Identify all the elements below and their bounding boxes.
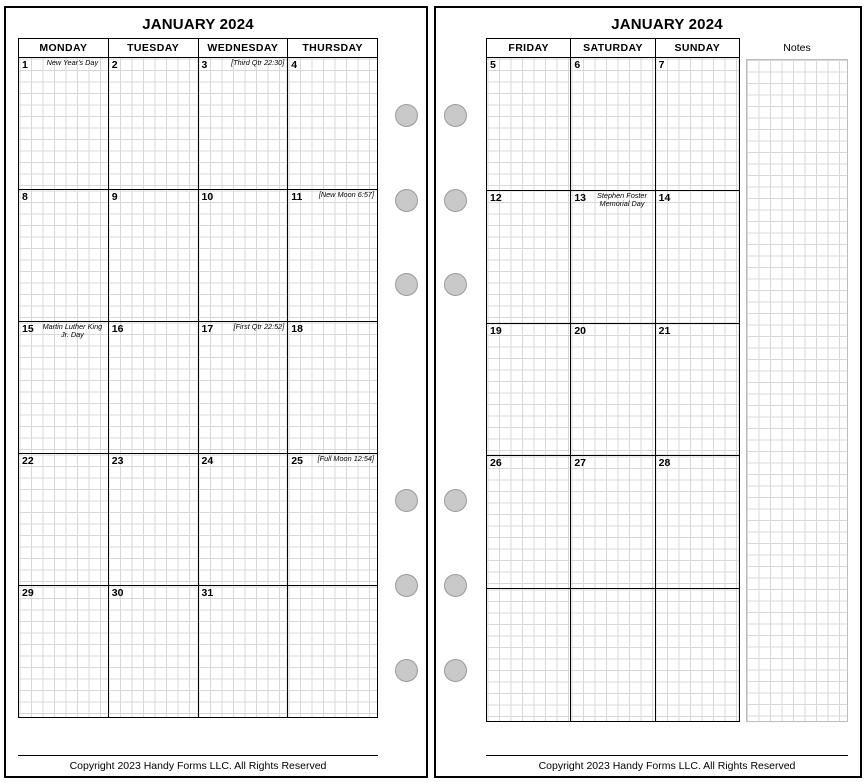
left-page-footer: Copyright 2023 Handy Forms LLC. All Rights Reserved [18, 755, 378, 772]
day-cell-empty[interactable] [487, 589, 571, 722]
day-number: 13 [574, 191, 587, 204]
day-number: 25 [291, 455, 303, 467]
day-number: 29 [22, 587, 34, 599]
day-cell-empty[interactable] [655, 589, 739, 722]
day-number: 10 [201, 191, 214, 203]
day-cell[interactable] [198, 586, 288, 718]
day-number: 5 [490, 59, 496, 71]
column-header-friday: FRIDAY [487, 39, 571, 58]
day-number: 14 [658, 191, 671, 204]
day-number: 28 [658, 457, 671, 470]
day-cell[interactable] [571, 456, 655, 589]
notes-column [740, 38, 848, 722]
day-cell[interactable] [487, 58, 571, 191]
day-number: 27 [574, 457, 587, 470]
binder-hole-icon [444, 489, 467, 512]
left-page-content [6, 8, 390, 776]
notes-label: Notes [783, 42, 811, 54]
day-cell[interactable] [288, 454, 378, 586]
day-event: [Third Qtr 22:30] [231, 58, 285, 67]
binder-hole-icon [395, 489, 418, 512]
column-header-tuesday: TUESDAY [108, 39, 198, 58]
day-number: 20 [574, 324, 587, 337]
day-number: 16 [111, 323, 124, 335]
day-event: [Full Moon 12:54] [317, 454, 374, 463]
week-row [19, 190, 378, 322]
right-planner-page [434, 6, 862, 778]
day-number: 31 [201, 587, 214, 599]
right-header-row [487, 39, 740, 58]
right-page-title: JANUARY 2024 [611, 16, 723, 33]
day-event: New Year's Day [46, 58, 99, 67]
day-cell[interactable] [108, 322, 198, 454]
day-number: 23 [111, 455, 124, 467]
week-row [487, 323, 740, 456]
binder-hole-icon [444, 104, 467, 127]
right-calendar-table [486, 38, 740, 722]
week-row [19, 58, 378, 190]
column-header-thursday: THURSDAY [288, 39, 378, 58]
column-header-wednesday: WEDNESDAY [198, 39, 288, 58]
left-calendar-table [18, 38, 378, 718]
day-cell[interactable] [487, 456, 571, 589]
day-number: 30 [111, 587, 124, 599]
day-cell[interactable] [108, 454, 198, 586]
day-number: 4 [291, 59, 298, 71]
day-number: 17 [201, 323, 214, 335]
day-cell[interactable] [655, 190, 739, 323]
week-row [487, 190, 740, 323]
day-number: 11 [291, 191, 303, 203]
day-number: 6 [574, 59, 581, 71]
day-number: 24 [201, 455, 214, 467]
column-header-monday: MONDAY [19, 39, 109, 58]
binder-hole-icon [395, 273, 418, 296]
day-number: 21 [658, 324, 671, 337]
day-cell[interactable] [571, 190, 655, 323]
right-page-content [474, 8, 860, 776]
week-row [19, 322, 378, 454]
binder-hole-icon [444, 189, 467, 212]
day-event: [New Moon 6:57] [318, 190, 374, 199]
day-number: 22 [22, 455, 34, 467]
day-cell-empty[interactable] [571, 589, 655, 722]
day-cell[interactable] [19, 58, 109, 190]
notes-writing-area[interactable] [746, 59, 848, 722]
day-cell[interactable] [655, 456, 739, 589]
binder-hole-icon [395, 574, 418, 597]
day-cell[interactable] [655, 58, 739, 191]
day-number: 26 [490, 457, 502, 470]
week-row [19, 586, 378, 718]
day-cell[interactable] [571, 323, 655, 456]
day-cell[interactable] [108, 58, 198, 190]
day-number: 8 [22, 191, 28, 203]
day-cell[interactable] [198, 58, 288, 190]
day-event: Stephen Foster Memorial Day [597, 190, 647, 209]
binder-hole-icon [395, 104, 418, 127]
day-cell[interactable] [198, 454, 288, 586]
day-number: 2 [111, 59, 118, 71]
right-page-footer: Copyright 2023 Handy Forms LLC. All Rights Reserved [486, 755, 848, 772]
binder-hole-icon [444, 659, 467, 682]
week-row [19, 454, 378, 586]
left-page-title: JANUARY 2024 [142, 16, 254, 33]
left-header-row [19, 39, 378, 58]
right-grid [486, 38, 848, 722]
week-row [487, 456, 740, 589]
day-cell[interactable] [19, 454, 109, 586]
day-number: 19 [490, 324, 502, 337]
column-header-sunday: SUNDAY [655, 39, 739, 58]
day-number: 1 [22, 59, 28, 71]
day-cell[interactable] [108, 586, 198, 718]
day-number: 9 [111, 191, 118, 203]
column-header-saturday: SATURDAY [571, 39, 655, 58]
day-cell[interactable] [108, 190, 198, 322]
day-cell[interactable] [288, 58, 378, 190]
binder-hole-icon [395, 659, 418, 682]
day-number: 12 [490, 191, 502, 204]
day-cell[interactable] [655, 323, 739, 456]
binder-hole-icon [444, 574, 467, 597]
day-cell[interactable] [198, 322, 288, 454]
day-cell[interactable] [19, 190, 109, 322]
week-row [487, 589, 740, 722]
day-cell-empty[interactable] [288, 586, 378, 718]
day-cell[interactable] [487, 323, 571, 456]
day-cell[interactable] [19, 322, 109, 454]
binder-hole-icon [395, 189, 418, 212]
left-planner-page [4, 6, 428, 778]
day-event: Martin Luther King Jr. Day [42, 322, 103, 340]
day-cell[interactable] [288, 322, 378, 454]
binder-hole-icon [444, 273, 467, 296]
day-cell[interactable] [288, 190, 378, 322]
day-number: 15 [22, 323, 34, 335]
day-cell[interactable] [487, 190, 571, 323]
week-row [487, 58, 740, 191]
day-cell[interactable] [198, 190, 288, 322]
day-number: 7 [658, 59, 665, 71]
day-number: 18 [291, 323, 303, 335]
day-number: 3 [201, 59, 208, 71]
day-cell[interactable] [571, 58, 655, 191]
day-cell[interactable] [19, 586, 109, 718]
day-event: [First Qtr 22:52] [233, 322, 285, 331]
